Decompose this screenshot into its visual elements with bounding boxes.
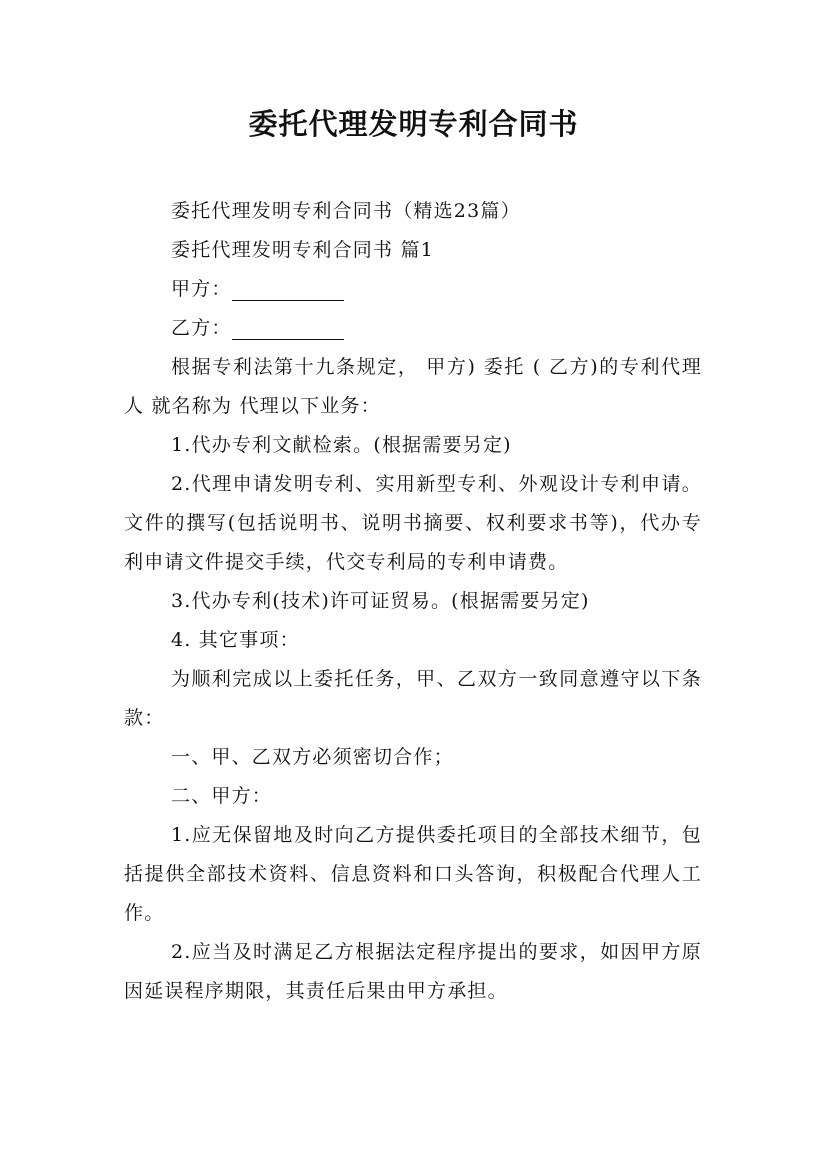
paragraph-clause-2-item-1: 1.应无保留地及时向乙方提供委托项目的全部技术细节，包括提供全部技术资料、信息资料和口头答询，积极配合代理人工作。 (124, 824, 702, 924)
paragraph-item-2: 2.代理申请发明专利、实用新型专利、外观设计专利申请。 文件的撰写(包括说明书、说明书摘要、权利要求书等)，代办专利申请文件提交手续，代交专利局的专利申请费。 (124, 473, 702, 573)
paragraph-item-3: 3.代办专利(技术)许可证贸易。(根据需要另定) (171, 590, 590, 612)
paragraph-clause-2-item-2: 2.应当及时满足乙方根据法定程序提出的要求，如因甲方原因延误程序期限，其责任后果由甲方承担。 (124, 941, 702, 1002)
paragraph-item-4: 4. 其它事项： (171, 629, 300, 651)
paragraph-section-heading: 委托代理发明专利合同书 篇1 (171, 239, 434, 261)
paragraph-clause-1: 一、甲、乙双方必须密切合作； (171, 746, 454, 768)
paragraph-item-1: 1.代办专利文献检索。(根据需要另定) (171, 434, 512, 456)
paragraph-clause-2: 二、甲方： (171, 785, 273, 807)
party-b-label: 乙方： (171, 317, 232, 339)
paragraph-agreement: 为顺利完成以上委托任务，甲、乙双方一致同意遵守以下条款： (124, 668, 702, 729)
paragraph-intro: 根据专利法第十九条规定， 甲方) 委托 ( 乙方)的专利代理人 就名称为 代理以下业务： (124, 356, 702, 417)
party-a-blank-line (232, 278, 344, 301)
document-title: 委托代理发明专利合同书 (248, 107, 579, 141)
paragraph-collection-title: 委托代理发明专利合同书（精选23篇） (171, 200, 521, 222)
party-b-blank-line (232, 317, 344, 340)
document-body (124, 192, 702, 1011)
party-b-line (124, 309, 702, 348)
party-a-line (124, 270, 702, 309)
party-a-label: 甲方： (171, 278, 232, 300)
